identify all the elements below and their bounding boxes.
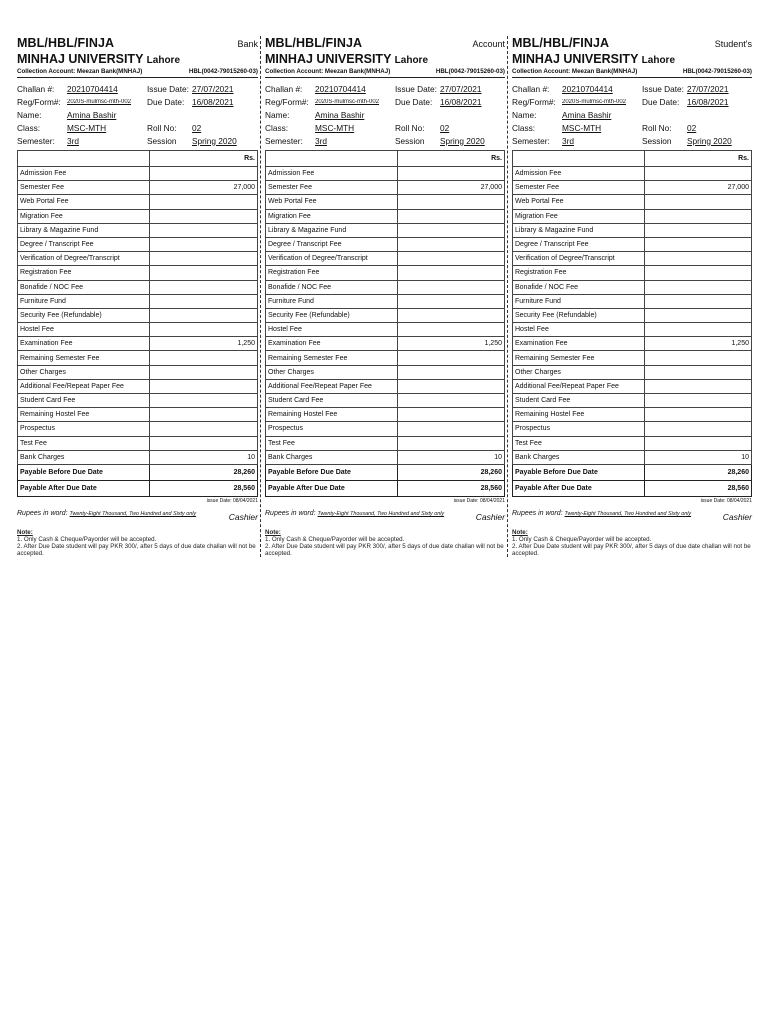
city: Lahore [394,55,429,66]
fee-amount: 27,000 [644,181,751,195]
collection-account: Collection Account: Meezan Bank(MNHAJ) HBL(0042-79015260-03) [512,68,752,78]
fee-amount [644,237,751,251]
collection-account: Collection Account: Meezan Bank(MNHAJ) HBL(0042-79015260-03) [265,68,505,78]
fee-amount [397,195,504,209]
notes [265,529,505,557]
fee-row [18,450,258,464]
fee-name: Library & Magazine Fund [513,223,645,237]
amount-in-words-line: Rupees in word: Twenty-Eight Thousand, Two Hundred and Sixty only Cashier [17,509,258,522]
fee-name: Furniture Fund [266,294,398,308]
fee-amount [644,422,751,436]
fee-row [18,379,258,393]
fee-name: Remaining Semester Fee [266,351,398,365]
fee-row [266,436,505,450]
fee-name: Additional Fee/Repeat Paper Fee [266,379,398,393]
fee-name: Verification of Degree/Transcript [266,252,398,266]
fee-name: Bonafide / NOC Fee [266,280,398,294]
fee-amount [644,379,751,393]
fee-row [266,266,505,280]
fee-row [18,237,258,251]
fee-amount [644,252,751,266]
fee-row [513,379,752,393]
fee-name: Admission Fee [18,167,150,181]
fee-row [513,294,752,308]
fee-name: Student Card Fee [18,394,150,408]
fee-row [266,337,505,351]
payable-after-amount: 28,560 [397,480,504,496]
fee-row [18,351,258,365]
note-title: Note: [512,528,528,536]
fee-row [266,450,505,464]
fee-row [18,181,258,195]
payable-before-row: Payable Before Due Date 28,260 [266,464,505,480]
fee-name: Remaining Hostel Fee [18,408,150,422]
fee-row [513,422,752,436]
fee-name: Furniture Fund [18,294,150,308]
fee-row [513,237,752,251]
fee-table [265,150,505,497]
fee-amount [644,223,751,237]
fee-row [18,294,258,308]
note-title: Note: [265,528,281,536]
fee-amount [644,394,751,408]
fee-row [266,280,505,294]
fee-name: Migration Fee [266,209,398,223]
fee-name: Bank Charges [266,450,398,464]
fee-name: Security Fee (Refundable) [266,308,398,322]
payable-after-amount: 28,560 [150,480,258,496]
due-date: 16/08/2021 [687,96,729,107]
fee-name: Bonafide / NOC Fee [513,280,645,294]
student-name: Amina Bashir [315,109,365,120]
due-date: 16/08/2021 [440,96,482,107]
fee-table [512,150,752,497]
fee-name: Additional Fee/Repeat Paper Fee [513,379,645,393]
fee-name: Prospectus [18,422,150,436]
fee-amount [644,209,751,223]
fee-amount [397,308,504,322]
fee-name: Library & Magazine Fund [266,223,398,237]
fee-name: Admission Fee [266,167,398,181]
payable-after-amount: 28,560 [644,480,751,496]
payable-after-row: Payable After Due Date 28,560 [513,480,752,496]
payable-after-row: Payable After Due Date 28,560 [266,480,505,496]
account-number: HBL(0042-79015260-03) [435,68,505,75]
session: Spring 2020 [687,135,732,146]
roll-number: 02 [192,122,202,133]
fee-name: Migration Fee [513,209,645,223]
note-2: 2. After Due Date student will pay PKR 300/, after 5 days of due date challan will not be accepted. [17,542,256,557]
collection-account: Collection Account: Meezan Bank(MNHAJ) HBL(0042-79015260-03) [17,68,258,78]
copy-label: Student's [714,39,752,49]
fee-amount [644,351,751,365]
fee-row [18,209,258,223]
fee-name: Web Portal Fee [18,195,150,209]
fee-amount [397,351,504,365]
fee-amount [150,252,258,266]
roll-number: 02 [440,122,450,133]
note-title: Note: [17,528,33,536]
fee-name: Test Fee [513,436,645,450]
fee-name: Web Portal Fee [266,195,398,209]
university-name: MINHAJ UNIVERSITY Lahore [512,52,676,66]
fee-row [266,323,505,337]
fee-row [513,195,752,209]
fee-amount: 27,000 [150,181,258,195]
payable-before-amount: 28,260 [644,464,751,480]
fee-name: Verification of Degree/Transcript [513,252,645,266]
fee-amount [644,365,751,379]
fee-name: Other Charges [513,365,645,379]
fee-amount [150,394,258,408]
fee-amount [150,365,258,379]
fee-amount: 1,250 [644,337,751,351]
fee-name: Hostel Fee [266,323,398,337]
fee-amount [150,209,258,223]
note-1: 1. Only Cash & Cheque/Payorder will be accepted. [512,535,652,543]
account-number: HBL(0042-79015260-03) [188,68,258,75]
fee-row [513,323,752,337]
fee-row [513,436,752,450]
fee-name: Prospectus [266,422,398,436]
fee-row [266,365,505,379]
fee-name: Examination Fee [513,337,645,351]
fee-amount [644,294,751,308]
fee-name: Test Fee [266,436,398,450]
fee-amount: 27,000 [397,181,504,195]
fee-amount [644,308,751,322]
fee-name: Degree / Transcript Fee [18,237,150,251]
city: Lahore [641,55,676,66]
fee-amount [397,408,504,422]
fee-amount [397,294,504,308]
fee-row [266,294,505,308]
amount-in-words: Twenty-Eight Thousand, Two Hundred and Sixty only [69,510,197,517]
student-class: MSC-MTH [315,122,355,133]
session: Spring 2020 [192,135,237,146]
university-name: MINHAJ UNIVERSITY Lahore [17,52,181,66]
university-name: MINHAJ UNIVERSITY Lahore [265,52,429,66]
fee-name: Security Fee (Refundable) [18,308,150,322]
fee-amount [644,323,751,337]
fee-amount [150,323,258,337]
fee-row [266,408,505,422]
student-info: Challan #: 20210704414 Issue Date: 27/07/2021 Reg/Form#: 2020S-mulmsc-mth-002 Due Date: 16/08/2021 Name: Amina Bashir Class: MSC-MTH Roll No: 02 Semester: 3rd Session Spring 2020 [17,83,237,146]
fee-row [266,167,505,181]
city: Lahore [146,55,181,66]
fee-amount [150,422,258,436]
fee-row [513,209,752,223]
fee-row [266,308,505,322]
fee-row [266,422,505,436]
fee-amount [397,365,504,379]
fee-amount [397,223,504,237]
semester: 3rd [562,135,574,146]
fee-name: Student Card Fee [513,394,645,408]
fee-name: Admission Fee [513,167,645,181]
challan-number: 20210704414 [562,83,613,94]
copy-label: Bank [237,39,258,49]
fee-name: Web Portal Fee [513,195,645,209]
fee-amount [150,408,258,422]
payable-after-row: Payable After Due Date 28,560 [18,480,258,496]
amount-in-words: Twenty-Eight Thousand, Two Hundred and Sixty only [317,510,445,517]
fee-amount [150,351,258,365]
note-2: 2. After Due Date student will pay PKR 300/, after 5 days of due date challan will not be accepted. [265,542,504,557]
fee-name: Test Fee [18,436,150,450]
fee-name: Remaining Semester Fee [513,351,645,365]
fee-amount [397,436,504,450]
amount-in-words-line: Rupees in word: Twenty-Eight Thousand, Two Hundred and Sixty only Cashier [512,509,752,522]
fee-table [17,150,258,497]
notes [512,529,752,557]
note-2: 2. After Due Date student will pay PKR 300/, after 5 days of due date challan will not be accepted. [512,542,751,557]
fee-row [513,365,752,379]
fee-amount [150,167,258,181]
copy-label: Account [472,39,505,49]
fee-name: Security Fee (Refundable) [513,308,645,322]
fee-name: Examination Fee [266,337,398,351]
issue-date: 27/07/2021 [440,83,482,94]
fee-row [513,308,752,322]
session: Spring 2020 [440,135,485,146]
fee-row [18,280,258,294]
fee-amount [150,379,258,393]
reg-form-number: 2020S-mulmsc-mth-002 [67,98,132,105]
cashier-label: Cashier [475,511,505,522]
fee-row [513,280,752,294]
fee-row [18,252,258,266]
fee-row [18,223,258,237]
fee-row [513,181,752,195]
fee-row [513,337,752,351]
fee-amount [397,422,504,436]
fee-amount [397,252,504,266]
fee-name: Hostel Fee [513,323,645,337]
fee-name: Degree / Transcript Fee [266,237,398,251]
payable-before-amount: 28,260 [397,464,504,480]
fee-row [18,365,258,379]
student-name: Amina Bashir [562,109,612,120]
note-1: 1. Only Cash & Cheque/Payorder will be accepted. [17,535,157,543]
fee-amount [397,237,504,251]
fee-row [513,223,752,237]
fee-row [513,450,752,464]
fee-amount: 1,250 [150,337,258,351]
fee-amount [150,294,258,308]
issue-date: 27/07/2021 [687,83,729,94]
fee-name: Registration Fee [18,266,150,280]
semester: 3rd [315,135,327,146]
roll-number: 02 [687,122,697,133]
payable-before-row: Payable Before Due Date 28,260 [513,464,752,480]
fee-name: Verification of Degree/Transcript [18,252,150,266]
fee-row [266,237,505,251]
fee-amount [397,280,504,294]
fee-amount [150,280,258,294]
fee-name: Student Card Fee [266,394,398,408]
fee-table-header: Rs. [266,151,505,167]
fee-name: Registration Fee [513,266,645,280]
fee-row [18,308,258,322]
fee-row [18,394,258,408]
fee-amount [644,280,751,294]
fee-amount: 10 [644,450,751,464]
fee-name: Registration Fee [266,266,398,280]
due-date: 16/08/2021 [192,96,234,107]
payable-before-row: Payable Before Due Date 28,260 [18,464,258,480]
fee-row [18,436,258,450]
fee-row [513,351,752,365]
student-info: Challan #: 20210704414 Issue Date: 27/07/2021 Reg/Form#: 2020S-mulmsc-mth-002 Due Date: 16/08/2021 Name: Amina Bashir Class: MSC-MTH Roll No: 02 Semester: 3rd Session Spring 2020 [512,83,732,146]
fee-name: Bank Charges [513,450,645,464]
fee-name: Remaining Semester Fee [18,351,150,365]
fee-name: Semester Fee [513,181,645,195]
bank-name: MBL/HBL/FINJA [265,36,363,50]
fee-amount [397,209,504,223]
issue-date: 27/07/2021 [192,83,234,94]
fee-row [18,167,258,181]
challan-number: 20210704414 [315,83,366,94]
fee-name: Semester Fee [266,181,398,195]
fee-amount [150,308,258,322]
amount-in-words: Twenty-Eight Thousand, Two Hundred and Sixty only [564,510,692,517]
fee-row [266,223,505,237]
note-1: 1. Only Cash & Cheque/Payorder will be accepted. [265,535,405,543]
fee-name: Migration Fee [18,209,150,223]
fee-name: Degree / Transcript Fee [513,237,645,251]
fee-amount [397,379,504,393]
amount-in-words-line: Rupees in word: Twenty-Eight Thousand, Two Hundred and Sixty only Cashier [265,509,505,522]
fee-row [513,167,752,181]
bank-name: MBL/HBL/FINJA [17,36,115,50]
fee-table-header: Rs. [513,151,752,167]
fee-row [266,351,505,365]
fee-amount [644,167,751,181]
fee-row [266,252,505,266]
fee-amount [397,167,504,181]
fee-amount [150,436,258,450]
fee-amount [150,237,258,251]
fee-amount [150,266,258,280]
fee-amount [397,394,504,408]
fee-amount [644,195,751,209]
fee-amount: 10 [397,450,504,464]
fee-name: Bank Charges [18,450,150,464]
notes [17,529,258,557]
fee-amount [150,223,258,237]
fee-row [18,408,258,422]
fee-name: Furniture Fund [513,294,645,308]
fee-name: Remaining Hostel Fee [266,408,398,422]
fee-name: Library & Magazine Fund [18,223,150,237]
reg-form-number: 2020S-mulmsc-mth-002 [315,98,380,105]
fee-amount [644,408,751,422]
fee-name: Examination Fee [18,337,150,351]
semester: 3rd [67,135,79,146]
challan-copy-account [260,36,507,557]
fee-amount [150,195,258,209]
challan-sheet [13,36,757,557]
fee-row [18,323,258,337]
fee-row [18,422,258,436]
fee-amount [644,266,751,280]
print-issue-date: issue Date: 08/04/2021 [700,497,752,504]
student-info: Challan #: 20210704414 Issue Date: 27/07/2021 Reg/Form#: 2020S-mulmsc-mth-002 Due Date: 16/08/2021 Name: Amina Bashir Class: MSC-MTH Roll No: 02 Semester: 3rd Session Spring 2020 [265,83,485,146]
fee-name: Other Charges [18,365,150,379]
reg-form-number: 2020S-mulmsc-mth-002 [562,98,627,105]
challan-copy-bank [13,36,260,557]
cashier-label: Cashier [228,511,258,522]
fee-row [18,337,258,351]
print-issue-date: issue Date: 08/04/2021 [206,497,258,504]
fee-amount: 1,250 [397,337,504,351]
fee-row [266,379,505,393]
fee-table-header: Rs. [18,151,258,167]
fee-name: Other Charges [266,365,398,379]
payable-before-amount: 28,260 [150,464,258,480]
student-name: Amina Bashir [67,109,117,120]
fee-amount [397,323,504,337]
account-number: HBL(0042-79015260-03) [682,68,752,75]
fee-row [513,266,752,280]
fee-name: Prospectus [513,422,645,436]
fee-row [513,408,752,422]
fee-row [266,209,505,223]
fee-name: Remaining Hostel Fee [513,408,645,422]
fee-row [266,181,505,195]
fee-row [513,252,752,266]
fee-amount [397,266,504,280]
fee-row [266,394,505,408]
bank-name: MBL/HBL/FINJA [512,36,610,50]
fee-name: Additional Fee/Repeat Paper Fee [18,379,150,393]
fee-row [18,266,258,280]
fee-name: Bonafide / NOC Fee [18,280,150,294]
challan-number: 20210704414 [67,83,118,94]
fee-row [18,195,258,209]
challan-copy-student [507,36,754,557]
fee-row [266,195,505,209]
print-issue-date: issue Date: 08/04/2021 [453,497,505,504]
student-class: MSC-MTH [67,122,107,133]
student-class: MSC-MTH [562,122,602,133]
fee-row [513,394,752,408]
fee-name: Semester Fee [18,181,150,195]
fee-amount: 10 [150,450,258,464]
cashier-label: Cashier [722,511,752,522]
fee-amount [644,436,751,450]
fee-name: Hostel Fee [18,323,150,337]
